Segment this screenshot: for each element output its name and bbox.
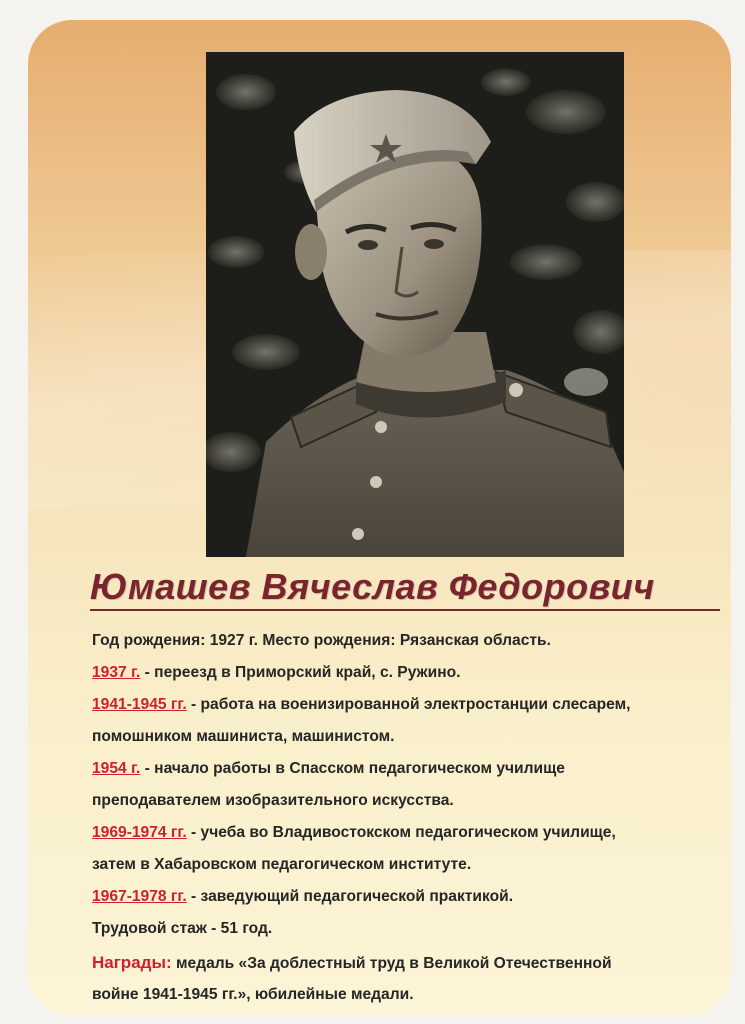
entry-continuation: помошником машиниста, машинистом. (92, 728, 395, 745)
awards-line (92, 947, 731, 979)
experience-line: Трудовой стаж - 51 год. (92, 920, 273, 937)
entry-year: 1954 г. (92, 760, 141, 777)
awards-text: медаль «За доблестный труд в Великой Отечественной (171, 955, 612, 972)
awards-label: Награды: (92, 953, 172, 972)
entry-continuation: затем в Хабаровском педагогическом институте. (92, 856, 472, 873)
entry-1969 (92, 817, 731, 849)
portrait-image (206, 52, 624, 557)
entry-year: 1937 г. (92, 664, 141, 681)
awards-continuation: войне 1941-1945 гг.», юбилейные медали. (92, 986, 414, 1003)
entry-year: 1967-1978 гг. (92, 888, 187, 905)
entry-1941 (92, 689, 731, 721)
portrait-photo (206, 52, 624, 557)
entry-continuation: преподавателем изобразительного искусства. (92, 792, 454, 809)
entry-year: 1969-1974 гг. (92, 824, 187, 841)
entry-1954 (92, 753, 731, 785)
entry-1937 (92, 657, 731, 689)
entry-text: - учеба во Владивостокском педагогическом училище, (186, 824, 616, 841)
entry-text: - начало работы в Спасском педагогическом училище (140, 760, 565, 777)
person-name: Юмашев Вячеслав Федорович (90, 566, 655, 607)
biography-card (28, 20, 731, 1016)
birth-line: Год рождения: 1927 г. Место рождения: Рязанская область. (92, 632, 551, 649)
entry-1967 (92, 881, 731, 913)
entry-text: - заведующий педагогической практикой. (186, 888, 514, 905)
entry-text: - переезд в Приморский край, с. Ружино. (140, 664, 461, 681)
biography-text (92, 625, 731, 1011)
name-underline (90, 609, 720, 611)
entry-year: 1941-1945 гг. (92, 696, 187, 713)
entry-text: - работа на военизированной электростанции слесарем, (186, 696, 631, 713)
